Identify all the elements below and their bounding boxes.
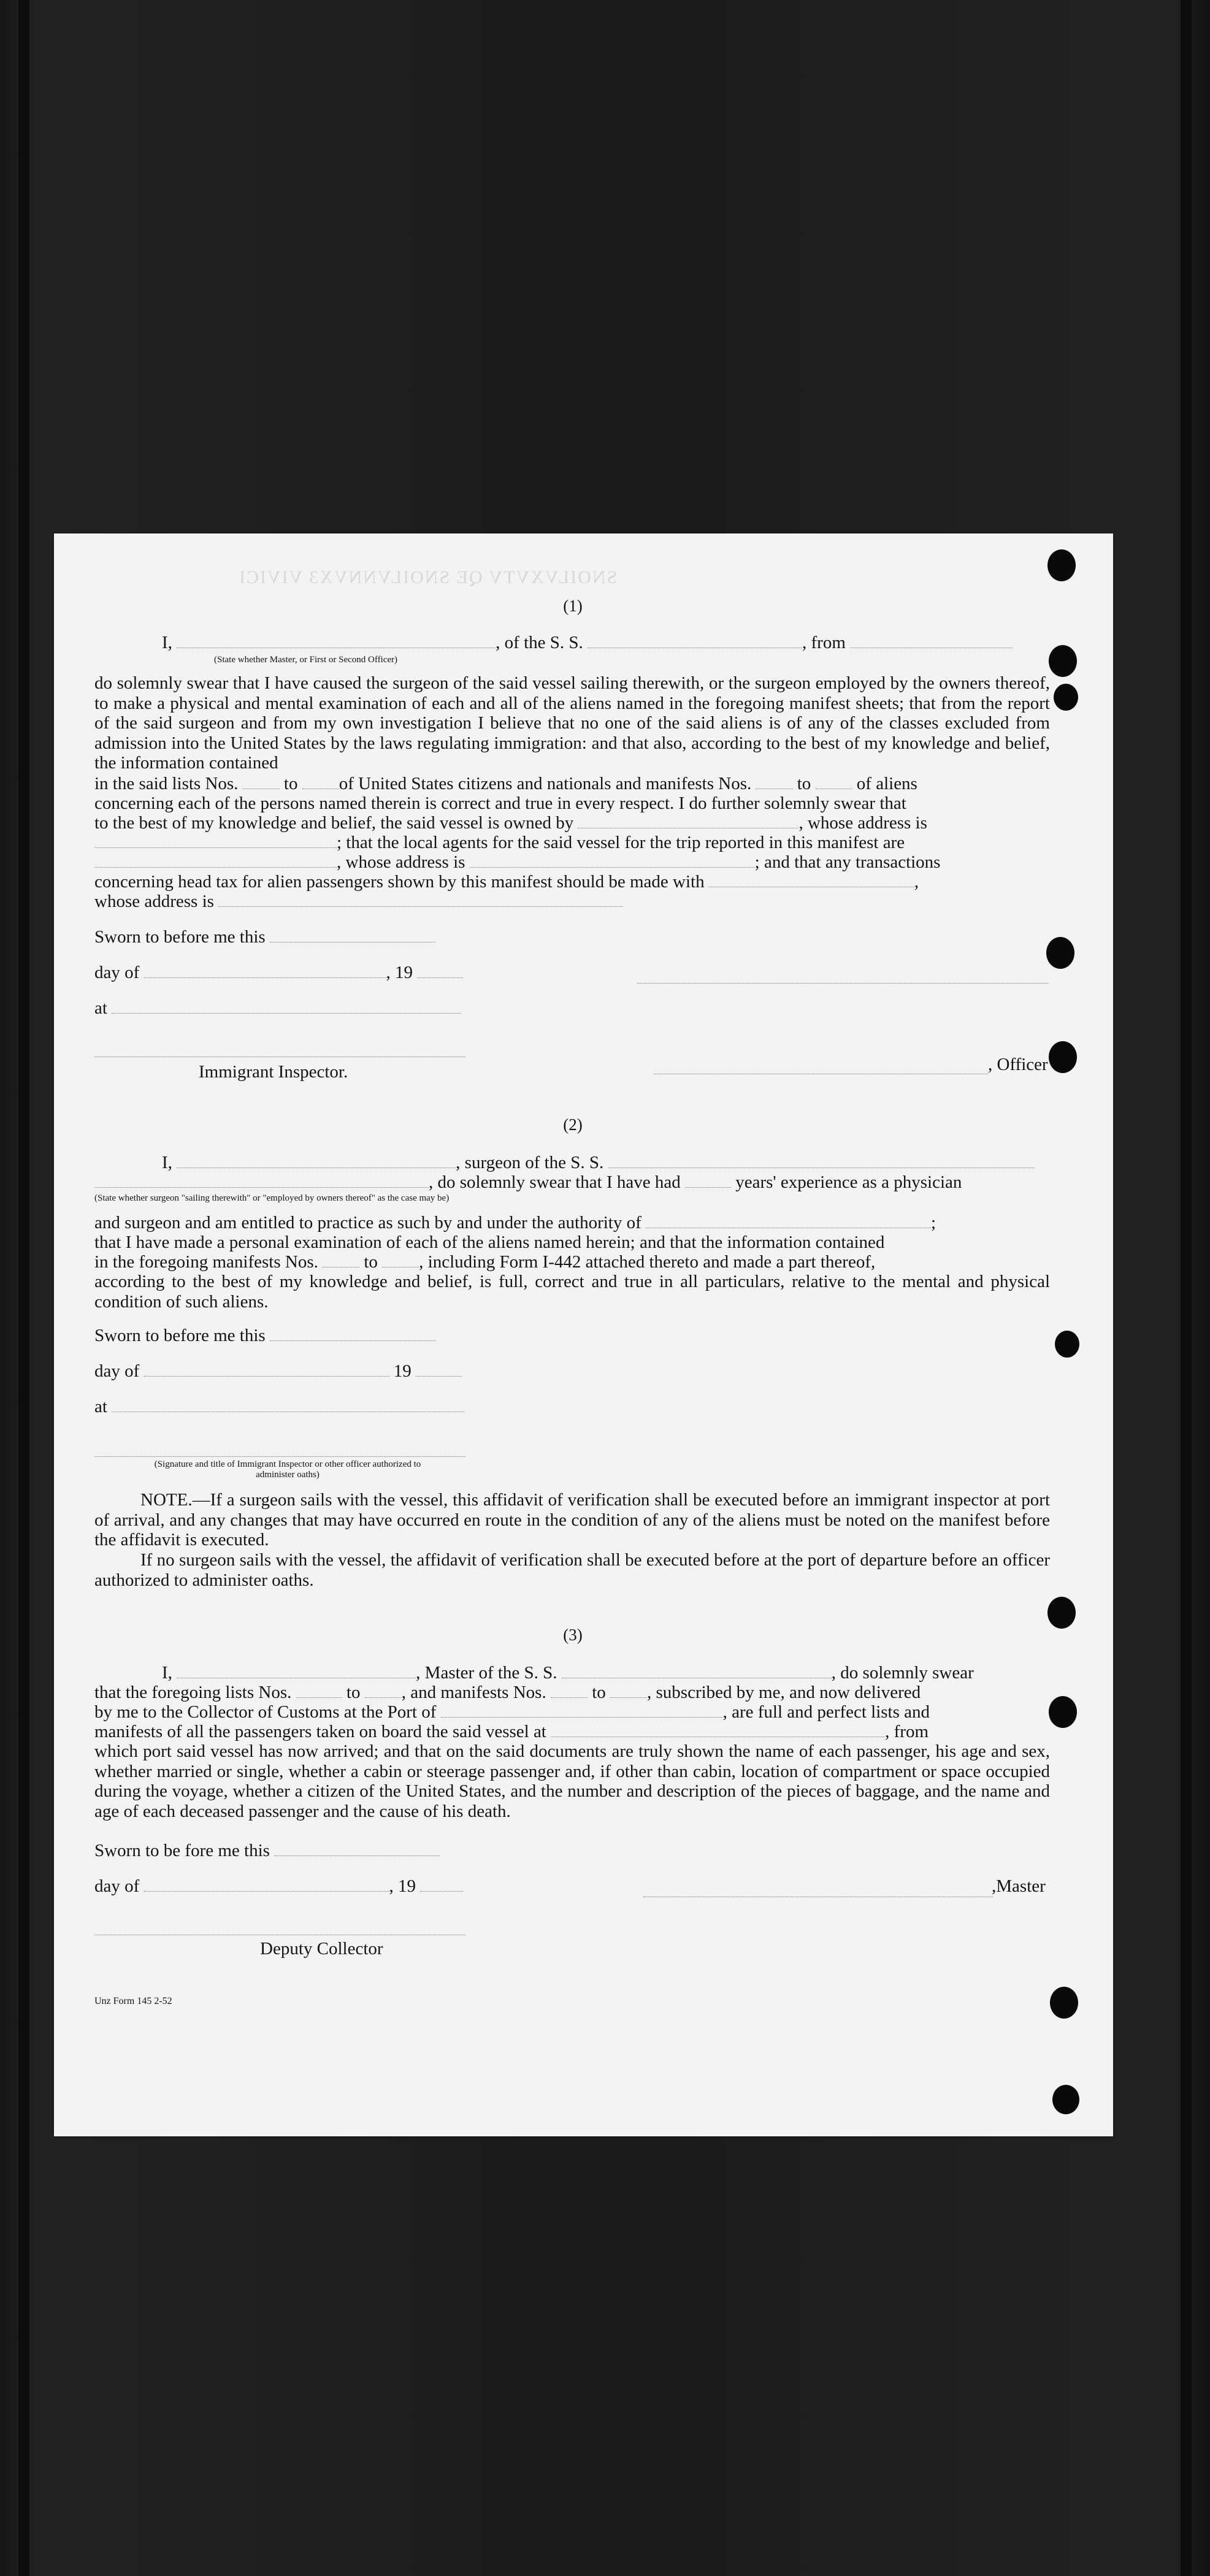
s2-at-blank[interactable] bbox=[112, 1411, 464, 1412]
s1-day-line bbox=[94, 963, 463, 983]
s1-to-label-2: to bbox=[797, 774, 811, 793]
s1-day-of-label: day of bbox=[94, 963, 140, 982]
section-1-number: (1) bbox=[563, 597, 583, 615]
s1-oath-paragraph: do solemnly swear that I have caused the surgeon of the said vessel sailing therewith, or the surgeon employed by the owners thereof, to make a physical and mental examination of each and all of the aliens named in the foregoing manifest sheets; that from the report of the said surgeon and from my own investigation I believe that no one of the said aliens is of any of the classes excluded from admission into the United States by the laws regulating immigration: and that also, according to the best of my knowledge and belief, the information contained bbox=[94, 673, 1050, 773]
s3-day-blank[interactable] bbox=[144, 1890, 389, 1892]
s1-lists-label: in the said lists Nos. bbox=[94, 774, 239, 793]
section-2-number: (2) bbox=[563, 1115, 583, 1134]
s2-year-label: 19 bbox=[393, 1361, 412, 1381]
s2-i-label: I, bbox=[162, 1153, 172, 1172]
s3-lists-from-blank[interactable] bbox=[296, 1697, 342, 1698]
s1-owner-line bbox=[94, 813, 927, 833]
s1-owner-address-blank[interactable] bbox=[94, 847, 337, 848]
s3-lists-line bbox=[94, 1683, 921, 1703]
s3-port-blank[interactable] bbox=[441, 1716, 723, 1718]
s1-agents-label: ; that the local agents for the said vessel for the trip reported in this manifest are bbox=[337, 833, 905, 852]
s3-deputy-signature-line[interactable] bbox=[94, 1934, 465, 1935]
s1-officer-label: , Officer bbox=[988, 1055, 1048, 1074]
s3-vessel-blank[interactable] bbox=[562, 1677, 832, 1678]
s3-sworn-label: Sworn to be fore me this bbox=[94, 1841, 270, 1860]
s1-sworn-line bbox=[94, 927, 435, 947]
s1-head-tax-address-blank[interactable] bbox=[218, 906, 623, 907]
s2-semicolon: ; bbox=[931, 1213, 936, 1233]
s1-declarant-signature-line[interactable] bbox=[637, 982, 1048, 984]
s3-documents-paragraph: which port said vessel has now arrived; and that on the said documents are truly shown the name of each passenger, his age and sex, whether married or single, whether a cabin or steerage passenger and, if other than cabin, location of compartment or space occupied during the voyage, whether a citizen of the United States, and the number and description of the pieces of baggage, and the name and age of each deceased passenger and the cause of his death. bbox=[94, 1741, 1050, 1821]
s3-port-line bbox=[94, 1702, 930, 1722]
s3-manifests-label: , and manifests Nos. bbox=[401, 1683, 546, 1702]
s2-day-line bbox=[94, 1361, 462, 1382]
form-identifier: Unz Form 145 2-52 bbox=[94, 1996, 172, 2006]
s1-master-note: (State whether Master, or First or Second Officer) bbox=[214, 655, 398, 665]
s1-day-blank[interactable] bbox=[144, 977, 386, 978]
s1-from-blank[interactable] bbox=[850, 647, 1013, 648]
s3-to-label-2: to bbox=[592, 1683, 606, 1702]
s2-surgeon-note: (State whether surgeon "sailing therewith" or "employed by owners thereof" as the case may be) bbox=[94, 1193, 450, 1203]
s1-declarant-line bbox=[162, 633, 1013, 653]
s1-agents-address-label: , whose address is bbox=[337, 852, 465, 872]
s2-years-blank[interactable] bbox=[685, 1187, 731, 1188]
s1-manifests-from-blank[interactable] bbox=[756, 788, 792, 789]
s3-lists-label: that the foregoing lists Nos. bbox=[94, 1683, 292, 1702]
film-border-left bbox=[18, 0, 29, 2576]
s1-head-tax-label: concerning head tax for alien passengers shown by this manifest should be made with bbox=[94, 872, 705, 892]
s1-officer-signature-line[interactable] bbox=[654, 1073, 988, 1074]
s3-sworn-blank[interactable] bbox=[274, 1855, 440, 1856]
s1-head-tax-line bbox=[94, 872, 919, 892]
s1-inspector-label: Immigrant Inspector. bbox=[199, 1062, 348, 1082]
s2-day-blank[interactable] bbox=[144, 1375, 389, 1377]
s1-head-tax-blank[interactable] bbox=[709, 886, 914, 887]
s3-manifests-from-blank[interactable] bbox=[551, 1697, 588, 1698]
s2-at-line bbox=[94, 1397, 464, 1417]
s3-sworn-line bbox=[94, 1841, 440, 1861]
s2-surgeon-label: , surgeon of the S. S. bbox=[456, 1153, 604, 1172]
s3-swear-label: , do solemnly swear bbox=[831, 1663, 974, 1683]
s3-master-label: , Master of the S. S. bbox=[416, 1663, 557, 1683]
document-page bbox=[54, 533, 1113, 2136]
s1-agents-blank[interactable] bbox=[94, 866, 337, 868]
s3-year-label: , 19 bbox=[389, 1876, 416, 1896]
s3-day-line bbox=[94, 1876, 463, 1897]
s1-i-label: I, bbox=[162, 633, 172, 652]
s1-at-line bbox=[94, 998, 461, 1019]
s2-manifests-to-blank[interactable] bbox=[382, 1266, 419, 1267]
s2-authority-blank[interactable] bbox=[646, 1227, 931, 1228]
s1-year-blank[interactable] bbox=[417, 977, 463, 978]
s1-lists-line bbox=[94, 774, 917, 794]
s2-sworn-blank[interactable] bbox=[270, 1340, 435, 1341]
s1-lists-from-blank[interactable] bbox=[243, 788, 280, 789]
s2-no-surgeon-paragraph: If no surgeon sails with the vessel, the affidavit of verification shall be executed before at the port of departure before an officer authorized to administer oaths. bbox=[94, 1550, 1050, 1590]
s2-manifests-from-blank[interactable] bbox=[323, 1266, 359, 1267]
s3-master-signature-line[interactable] bbox=[643, 1896, 993, 1897]
s3-boarded-label: manifests of all the passengers taken on board the said vessel at bbox=[94, 1722, 546, 1741]
s2-manifests-line bbox=[94, 1252, 875, 1272]
s2-year-blank[interactable] bbox=[416, 1375, 462, 1377]
punch-hole bbox=[1052, 2085, 1079, 2114]
s2-sworn-line bbox=[94, 1326, 435, 1346]
bleed-through-text: SNOILVXVTV QE SNOILVNNVX3 VIVICI bbox=[238, 567, 618, 587]
s2-surgeon-line bbox=[162, 1153, 1035, 1173]
s2-surgeon-type-blank[interactable] bbox=[94, 1187, 429, 1188]
s1-year-label: , 19 bbox=[386, 963, 413, 982]
s3-name-blank[interactable] bbox=[177, 1677, 416, 1678]
s1-from-label: , from bbox=[802, 633, 846, 652]
s2-to-label: to bbox=[364, 1252, 378, 1272]
s1-aliens-label: of aliens bbox=[856, 774, 917, 793]
s1-manifests-label: of United States citizens and nationals and manifests Nos. bbox=[339, 774, 752, 793]
s3-i-label: I, bbox=[162, 1663, 172, 1683]
s1-of-ss-label: , of the S. S. bbox=[496, 633, 583, 652]
s2-inspector-signature-line[interactable] bbox=[94, 1456, 465, 1457]
s1-owned-by-label: to the best of my knowledge and belief, the said vessel is owned by bbox=[94, 813, 574, 833]
s2-at-label: at bbox=[94, 1397, 107, 1416]
film-border-right bbox=[1181, 0, 1192, 2576]
punch-hole bbox=[1047, 549, 1076, 581]
s3-deputy-collector-label: Deputy Collector bbox=[260, 1939, 383, 1959]
s1-at-blank[interactable] bbox=[112, 1012, 461, 1014]
s3-perfect-lists-label: , are full and perfect lists and bbox=[722, 1702, 930, 1722]
s2-authority-line bbox=[94, 1213, 936, 1233]
s3-year-blank[interactable] bbox=[420, 1890, 463, 1892]
s2-form-label: , including Form I-442 attached thereto and made a part thereof, bbox=[419, 1252, 876, 1272]
s2-belief-paragraph: according to the best of my knowledge and belief, is full, correct and true in all particulars, relative to the mental and physical condition of such aliens. bbox=[94, 1272, 1050, 1312]
s1-name-blank[interactable] bbox=[177, 647, 496, 648]
s3-port-label: by me to the Collector of Customs at the Port of bbox=[94, 1702, 437, 1722]
s1-owner-address-label: , whose address is bbox=[798, 813, 927, 833]
s3-boarded-blank[interactable] bbox=[551, 1736, 885, 1737]
s2-name-blank[interactable] bbox=[177, 1167, 456, 1168]
s1-to-label: to bbox=[283, 774, 298, 793]
s3-from-label: , from bbox=[885, 1722, 929, 1741]
punch-hole bbox=[1050, 1987, 1078, 2019]
s3-master-sig-label: ,Master bbox=[992, 1876, 1046, 1896]
s1-whose-address-label: whose address is bbox=[94, 892, 214, 911]
s2-manifests-label: in the foregoing manifests Nos. bbox=[94, 1252, 318, 1272]
punch-hole bbox=[1049, 1041, 1077, 1073]
s3-lists-to-blank[interactable] bbox=[365, 1697, 402, 1698]
s2-swear-label: , do solemnly swear that I have had bbox=[429, 1172, 681, 1192]
s1-agents-line bbox=[94, 833, 905, 853]
s1-at-label: at bbox=[94, 998, 107, 1018]
s3-to-label: to bbox=[346, 1683, 361, 1702]
punch-hole bbox=[1055, 1331, 1079, 1358]
s2-vessel-blank[interactable] bbox=[608, 1167, 1035, 1168]
s1-vessel-blank[interactable] bbox=[588, 647, 802, 648]
s1-sworn-blank[interactable] bbox=[270, 941, 435, 942]
s2-signature-note: (Signature and title of Immigrant Inspector or other officer authorized to administer oaths) bbox=[154, 1459, 421, 1480]
s3-manifests-to-blank[interactable] bbox=[610, 1697, 647, 1698]
punch-hole bbox=[1049, 1696, 1077, 1728]
s3-subscribed-label: , subscribed by me, and now delivered bbox=[647, 1683, 921, 1702]
s3-master-line bbox=[162, 1663, 974, 1683]
s2-authority-label: and surgeon and am entitled to practice as such by and under the authority of bbox=[94, 1213, 641, 1233]
s1-agents-address-blank[interactable] bbox=[470, 866, 755, 868]
s1-manifests-to-blank[interactable] bbox=[816, 788, 852, 789]
s2-note-paragraph: NOTE.—If a surgeon sails with the vessel, this affidavit of verification shall be executed before an immigrant inspector at port of arrival, and any changes that may have occurred en route in the condition of any of the aliens must be noted on the manifest before the affidavit is executed. bbox=[94, 1490, 1050, 1550]
s2-experience-line bbox=[94, 1172, 962, 1193]
s1-concerning-line: concerning each of the persons named therein is correct and true in every respect. I do further solemnly swear that bbox=[94, 793, 906, 813]
punch-hole bbox=[1046, 937, 1074, 969]
s1-whose-address-line bbox=[94, 892, 623, 912]
s2-examination-line: that I have made a personal examination of each of the aliens named herein; and that the information contained bbox=[94, 1233, 885, 1252]
s2-sworn-label: Sworn to before me this bbox=[94, 1326, 266, 1345]
s1-inspector-signature-line[interactable] bbox=[94, 1056, 465, 1057]
section-3-number: (3) bbox=[563, 1626, 583, 1644]
punch-hole bbox=[1054, 684, 1078, 711]
s3-boarded-line bbox=[94, 1722, 929, 1742]
punch-hole bbox=[1047, 1597, 1076, 1629]
s1-lists-to-blank[interactable] bbox=[302, 788, 339, 789]
punch-hole bbox=[1049, 645, 1077, 677]
s1-owner-blank[interactable] bbox=[578, 827, 798, 828]
s1-transactions-label: ; and that any transactions bbox=[754, 852, 941, 872]
s2-day-of-label: day of bbox=[94, 1361, 140, 1381]
s1-agents-address-line bbox=[94, 852, 940, 873]
s1-sworn-label: Sworn to before me this bbox=[94, 927, 266, 947]
s1-comma: , bbox=[914, 872, 919, 892]
s2-experience-label: years' experience as a physician bbox=[735, 1172, 962, 1192]
s3-day-of-label: day of bbox=[94, 1876, 140, 1896]
